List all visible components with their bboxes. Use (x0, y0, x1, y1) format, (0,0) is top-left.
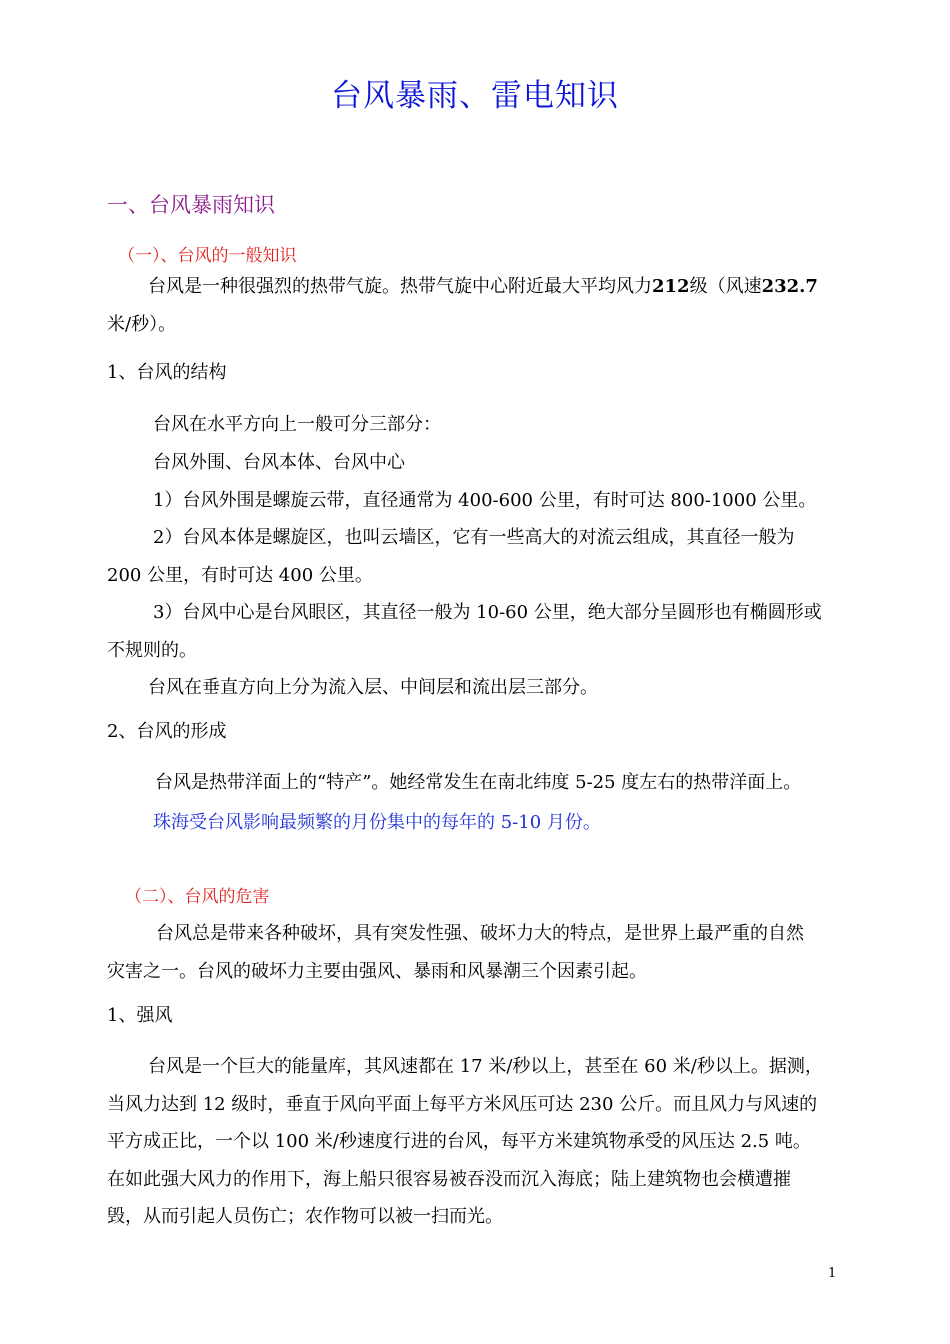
structure-line: 台风在垂直方向上分为流入层、中间层和流出层三部分。 (148, 677, 598, 698)
formation-highlight-line: 珠海受台风影响最频繁的月份集中的每年的 5-10 月份。 (153, 812, 601, 833)
structure-line: 200 公里，有时可达 400 公里。 (107, 565, 373, 586)
structure-line: 台风在水平方向上一般可分三部分： (153, 414, 441, 435)
page-number: 1 (828, 1266, 837, 1281)
strong-wind-line: 当风力达到 12 级时，垂直于风向平面上每平方米风压可达 230 公斤。而且风力与风速的 (107, 1094, 818, 1115)
strong-wind-line: 台风是一个巨大的能量库，其风速都在 17 米/秒以上，甚至在 60 米/秒以上。据测， (148, 1056, 823, 1077)
hazards-intro-line: 灾害之一。台风的破坏力主要由强风、暴雨和风暴潮三个因素引起。 (107, 961, 647, 982)
section-heading-typhoon-rainstorm: 一、台风暴雨知识 (107, 193, 275, 217)
hazards-intro-line: 台风总是带来各种破坏，具有突发性强、破坏力大的特点，是世界上最严重的自然 (156, 923, 804, 944)
subsection-heading-general-knowledge: （一）、台风的一般知识 (118, 246, 297, 266)
item-heading-formation: 2、台风的形成 (107, 721, 227, 742)
structure-line: 3）台风中心是台风眼区，其直径一般为 10-60 公里，绝大部分呈圆形也有椭圆形或 (153, 602, 822, 623)
strong-wind-line: 在如此强大风力的作用下，海上船只很容易被吞没而沉入海底；陆上建筑物也会横遭摧 (107, 1169, 791, 1190)
item-heading-structure: 1、台风的结构 (107, 362, 227, 383)
definition-text-a: 台风是一种很强烈的热带气旋。热带气旋中心附近最大平均风力 (148, 276, 652, 297)
formation-line: 台风是热带洋面上的“特产”。她经常发生在南北纬度 5-25 度左右的热带洋面上。 (155, 772, 802, 793)
wind-speed-value: 232.7 (761, 276, 818, 297)
document-title: 台风暴雨、雷电知识 (331, 78, 619, 114)
paragraph-typhoon-definition-end: 米/秒）。 (107, 314, 177, 335)
subsection-heading-hazards: （二）、台风的危害 (125, 887, 270, 907)
definition-text-c: 级（风速 (689, 276, 762, 297)
structure-line: 1）台风外围是螺旋云带，直径通常为 400-600 公里，有时可达 800-1000 公里。 (153, 490, 817, 511)
paragraph-typhoon-definition (148, 275, 818, 299)
structure-line: 不规则的。 (107, 640, 197, 661)
strong-wind-line: 平方成正比，一个以 100 米/秒速度行进的台风，每平方米建筑物承受的风压达 2.5 吨。 (107, 1131, 811, 1152)
structure-line: 2）台风本体是螺旋区，也叫云墙区，它有一些高大的对流云组成，其直径一般为 (153, 527, 795, 548)
strong-wind-line: 毁，从而引起人员伤亡；农作物可以被一扫而光。 (107, 1206, 503, 1227)
wind-force-value: 212 (652, 276, 690, 297)
item-heading-strong-wind: 1、强风 (107, 1005, 173, 1026)
structure-line: 台风外围、台风本体、台风中心 (153, 452, 405, 473)
